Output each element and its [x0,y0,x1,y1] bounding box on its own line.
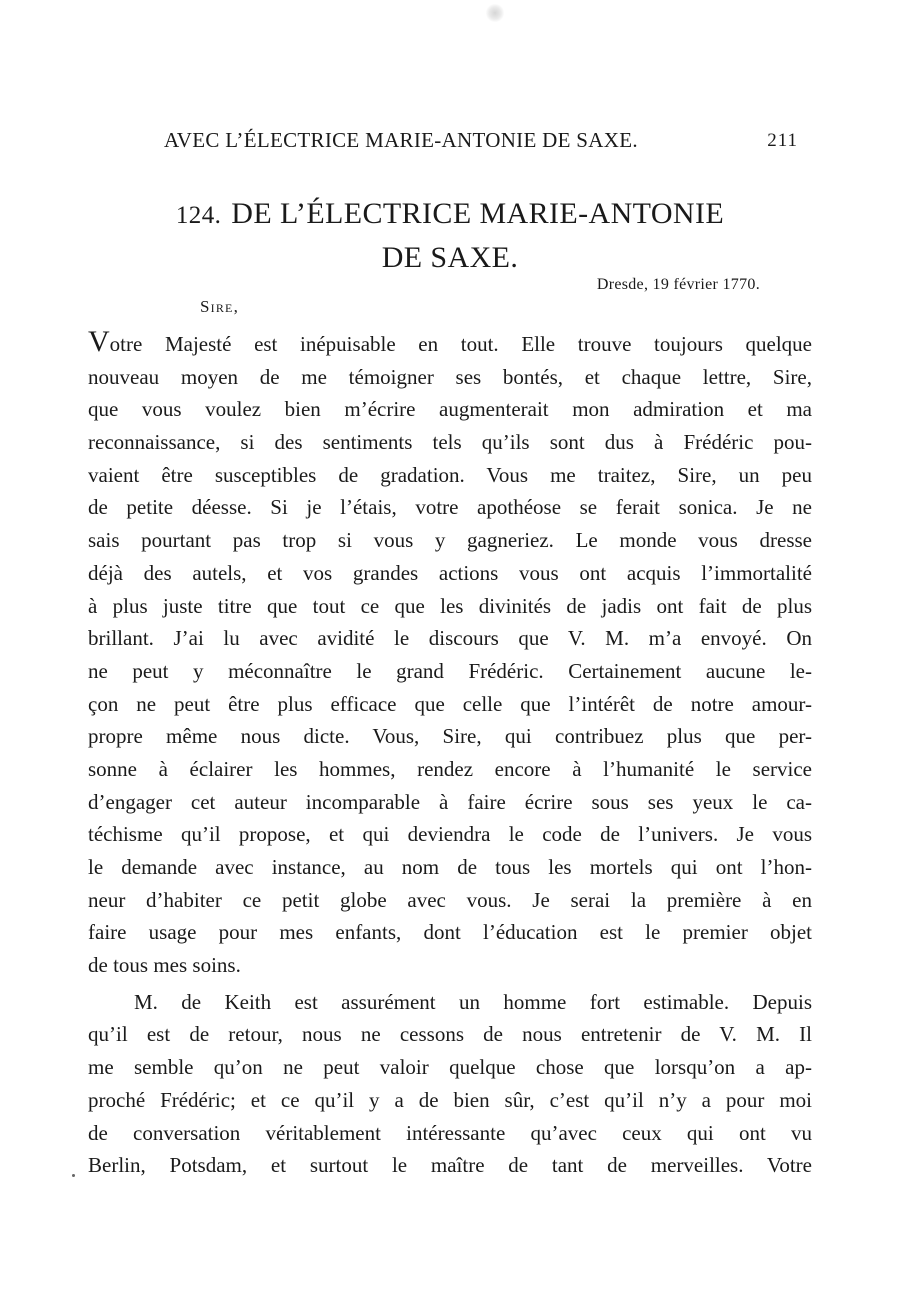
text-line: ne peut y méconnaître le grand Frédéric. Certainement aucune le- [88,658,812,683]
running-head-title: AVEC L’ÉLECTRICE MARIE-ANTONIE DE SAXE. [164,128,638,152]
text-line: de conversation véritablement intéressante qu’avec ceux qui ont vu [88,1120,812,1145]
text-line: le demande avec instance, au nom de tous les mortels qui ont l’hon- [88,855,812,879]
text-line: nouveau moyen de me témoigner ses bontés, et chaque lettre, Sire, [88,364,812,389]
text-line: sonne à éclairer les hommes, rendez encore à l’humanité le service [88,756,812,781]
text-line: de tous mes soins. [88,953,241,978]
letter-number: 124. [175,202,222,229]
text-line: neur d’habiter ce petit globe avec vous. Je serai la première à en [88,887,812,912]
text-line: me semble qu’on ne peut valoir quelque chose que lorsqu’on a ap- [88,1055,812,1080]
text-line: d’engager cet auteur incomparable à faire écrire sous ses yeux le ca- [88,789,812,814]
text-line: M. de Keith est assurément un homme fort estimable. Depuis [134,989,812,1014]
text-line: qu’il est de retour, nous ne cessons de nous entretenir de V. M. Il [88,1022,812,1047]
text-line: Berlin, Potsdam, et surtout le maître de tant de merveilles. Votre [88,1153,812,1178]
salutation: Sire, [200,297,240,316]
text-line: à plus juste titre que tout ce que les divinités de jadis ont fait de plus [88,593,812,618]
text-line: reconnaissance, si des sentiments tels qu’ils sont dus à Frédéric pou- [88,430,812,455]
paragraph-1 [88,325,812,982]
text-line: de petite déesse. Si je l’étais, votre apothéose se ferait sonica. Je ne [88,495,812,520]
text-line: brillant. J’ai lu avec avidité le discours que V. M. m’a envoyé. On [88,626,812,651]
paragraph-2 [88,986,812,1182]
text-line: çon ne peut être plus efficace que celle que l’intérêt de notre amour- [88,691,812,716]
text-line: que vous voulez bien m’écrire augmenterait mon admiration et ma [88,397,812,422]
text-line: déjà des autels, et vos grandes actions vous ont acquis l’immortalité [88,560,812,585]
page-number: 211 [767,130,798,151]
initial-letter: V [88,325,110,358]
text-line: téchisme qu’il propose, et qui deviendra le code de l’univers. Je vous [88,822,812,847]
margin-mark [72,1174,75,1177]
text-line: sais pourtant pas trop si vous y gagneriez. Le monde vous dresse [88,528,812,553]
text-line: vaient être susceptibles de gradation. Vous me traitez, Sire, un peu [88,462,812,487]
running-head [164,128,804,158]
dateline: Dresde, 19 février 1770. [596,276,760,293]
text-line: proché Frédéric; et ce qu’il y a de bien sûr, c’est qu’il n’y a pour moi [88,1087,812,1112]
letter-heading-line1: DE L’ÉLECTRICE MARIE-ANTONIE [231,197,725,230]
letter-heading-line2: DE SAXE. [381,241,519,274]
letter-heading [90,193,810,279]
text-line: Votre Majesté est inépuisable en tout. Elle trouve toujours quelque [88,325,812,358]
letter-body [88,325,812,1182]
paper-speck [486,4,504,22]
text-line: faire usage pour mes enfants, dont l’éducation est le premier objet [88,920,812,945]
text-line: propre même nous dicte. Vous, Sire, qui contribuez plus que per- [88,724,812,749]
